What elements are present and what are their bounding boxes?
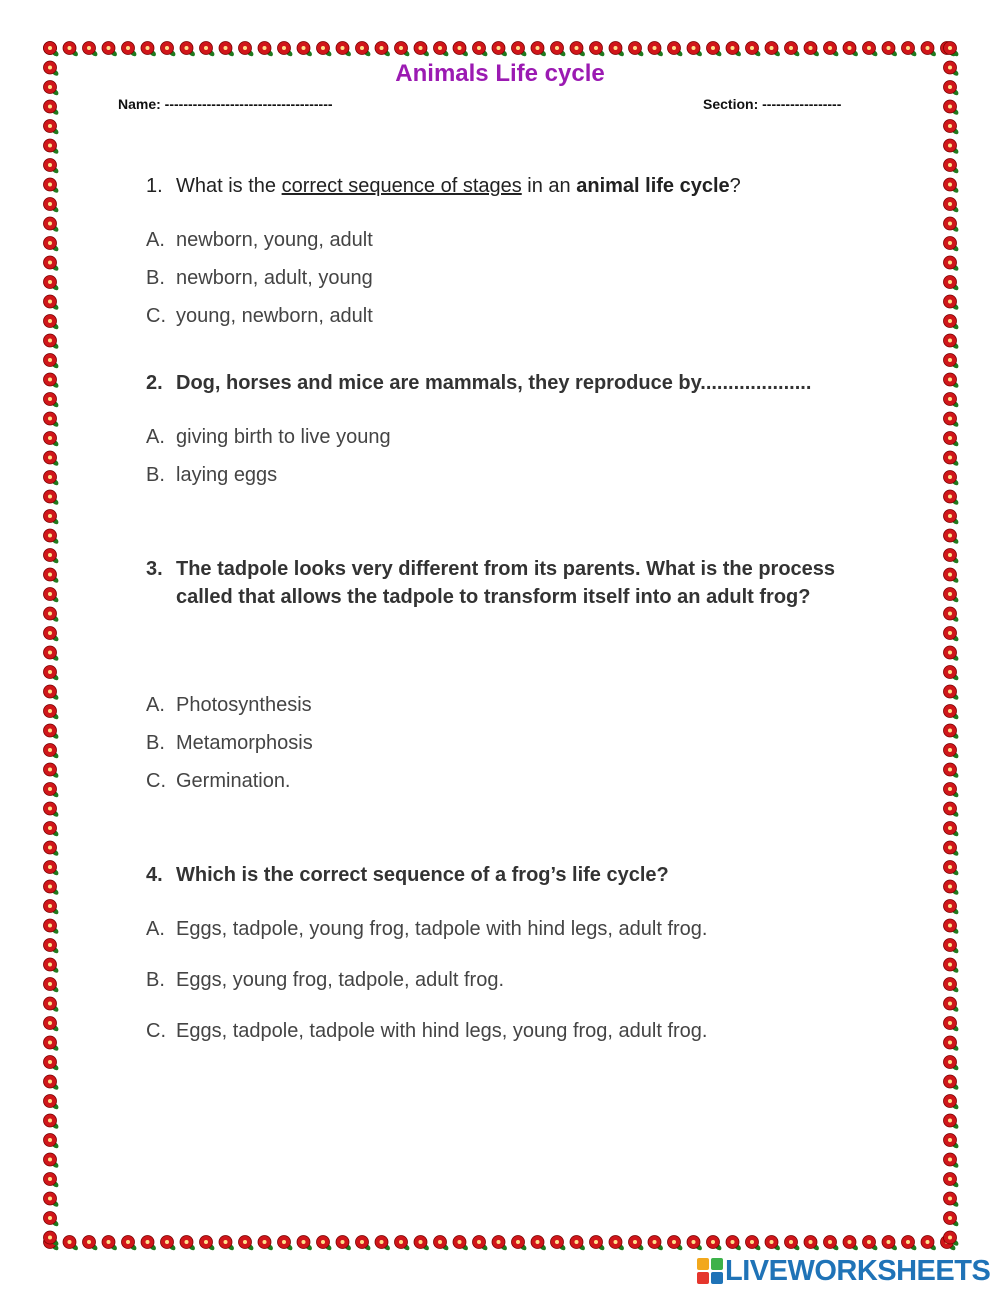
question-2-option-b: B. laying eggs: [146, 464, 278, 486]
question-1: [146, 172, 886, 200]
question-4-option-b: B. Eggs, young frog, tadpole, adult frog.: [146, 969, 504, 991]
flower-border-bottom: [40, 1232, 960, 1252]
question-3-option-b: B. Metamorphosis: [146, 732, 313, 754]
question-1-option-a: A. newborn, young, adult: [146, 229, 373, 251]
question-text: Dog, horses and mice are mammals, they reproduce by....................: [176, 372, 812, 394]
flower-border-pattern: [40, 1232, 960, 1252]
liveworksheets-logo[interactable]: [697, 1254, 997, 1288]
question-1-option-c: C. young, newborn, adult: [146, 305, 373, 327]
question-number: 4.: [146, 864, 163, 886]
question-number: 2.: [146, 372, 163, 394]
flower-border-top: [40, 38, 960, 58]
question-2: [146, 369, 886, 397]
question-3: [146, 555, 846, 611]
worksheet-title: Animals Life cycle: [395, 60, 605, 87]
question-2-option-a: A. giving birth to live young: [146, 426, 391, 448]
question-4-option-a: A. Eggs, tadpole, young frog, tadpole with hind legs, adult frog.: [146, 918, 708, 940]
question-number: 1.: [146, 175, 163, 197]
flower-border-left: [40, 38, 60, 1252]
question-text: What is the correct sequence of stages in an animal life cycle?: [176, 175, 741, 197]
liveworksheets-logo-text: LIVEWORKSHEETS: [725, 1255, 991, 1287]
question-4: [146, 861, 886, 889]
liveworksheets-logo-icon: [697, 1258, 723, 1284]
question-4-option-c: C. Eggs, tadpole, tadpole with hind legs, young frog, adult frog.: [146, 1020, 708, 1042]
name-field-label: Name: ------------------------------------: [118, 96, 333, 112]
question-text: The tadpole looks very different from its parents. What is the process called that allows the tadpole to transform itself into an adult frog?: [176, 558, 836, 608]
flower-border-pattern: [40, 38, 60, 1252]
flower-border-right: [940, 38, 960, 1252]
question-number: 3.: [146, 558, 163, 580]
flower-border-pattern: [940, 38, 960, 1252]
flower-border-pattern: [40, 38, 960, 58]
question-1-option-b: B. newborn, adult, young: [146, 267, 373, 289]
section-field-label: Section: -----------------: [703, 96, 842, 112]
question-3-option-c: C. Germination.: [146, 770, 291, 792]
question-3-option-a: A. Photosynthesis: [146, 694, 312, 716]
question-text: Which is the correct sequence of a frog’s life cycle?: [176, 864, 669, 886]
